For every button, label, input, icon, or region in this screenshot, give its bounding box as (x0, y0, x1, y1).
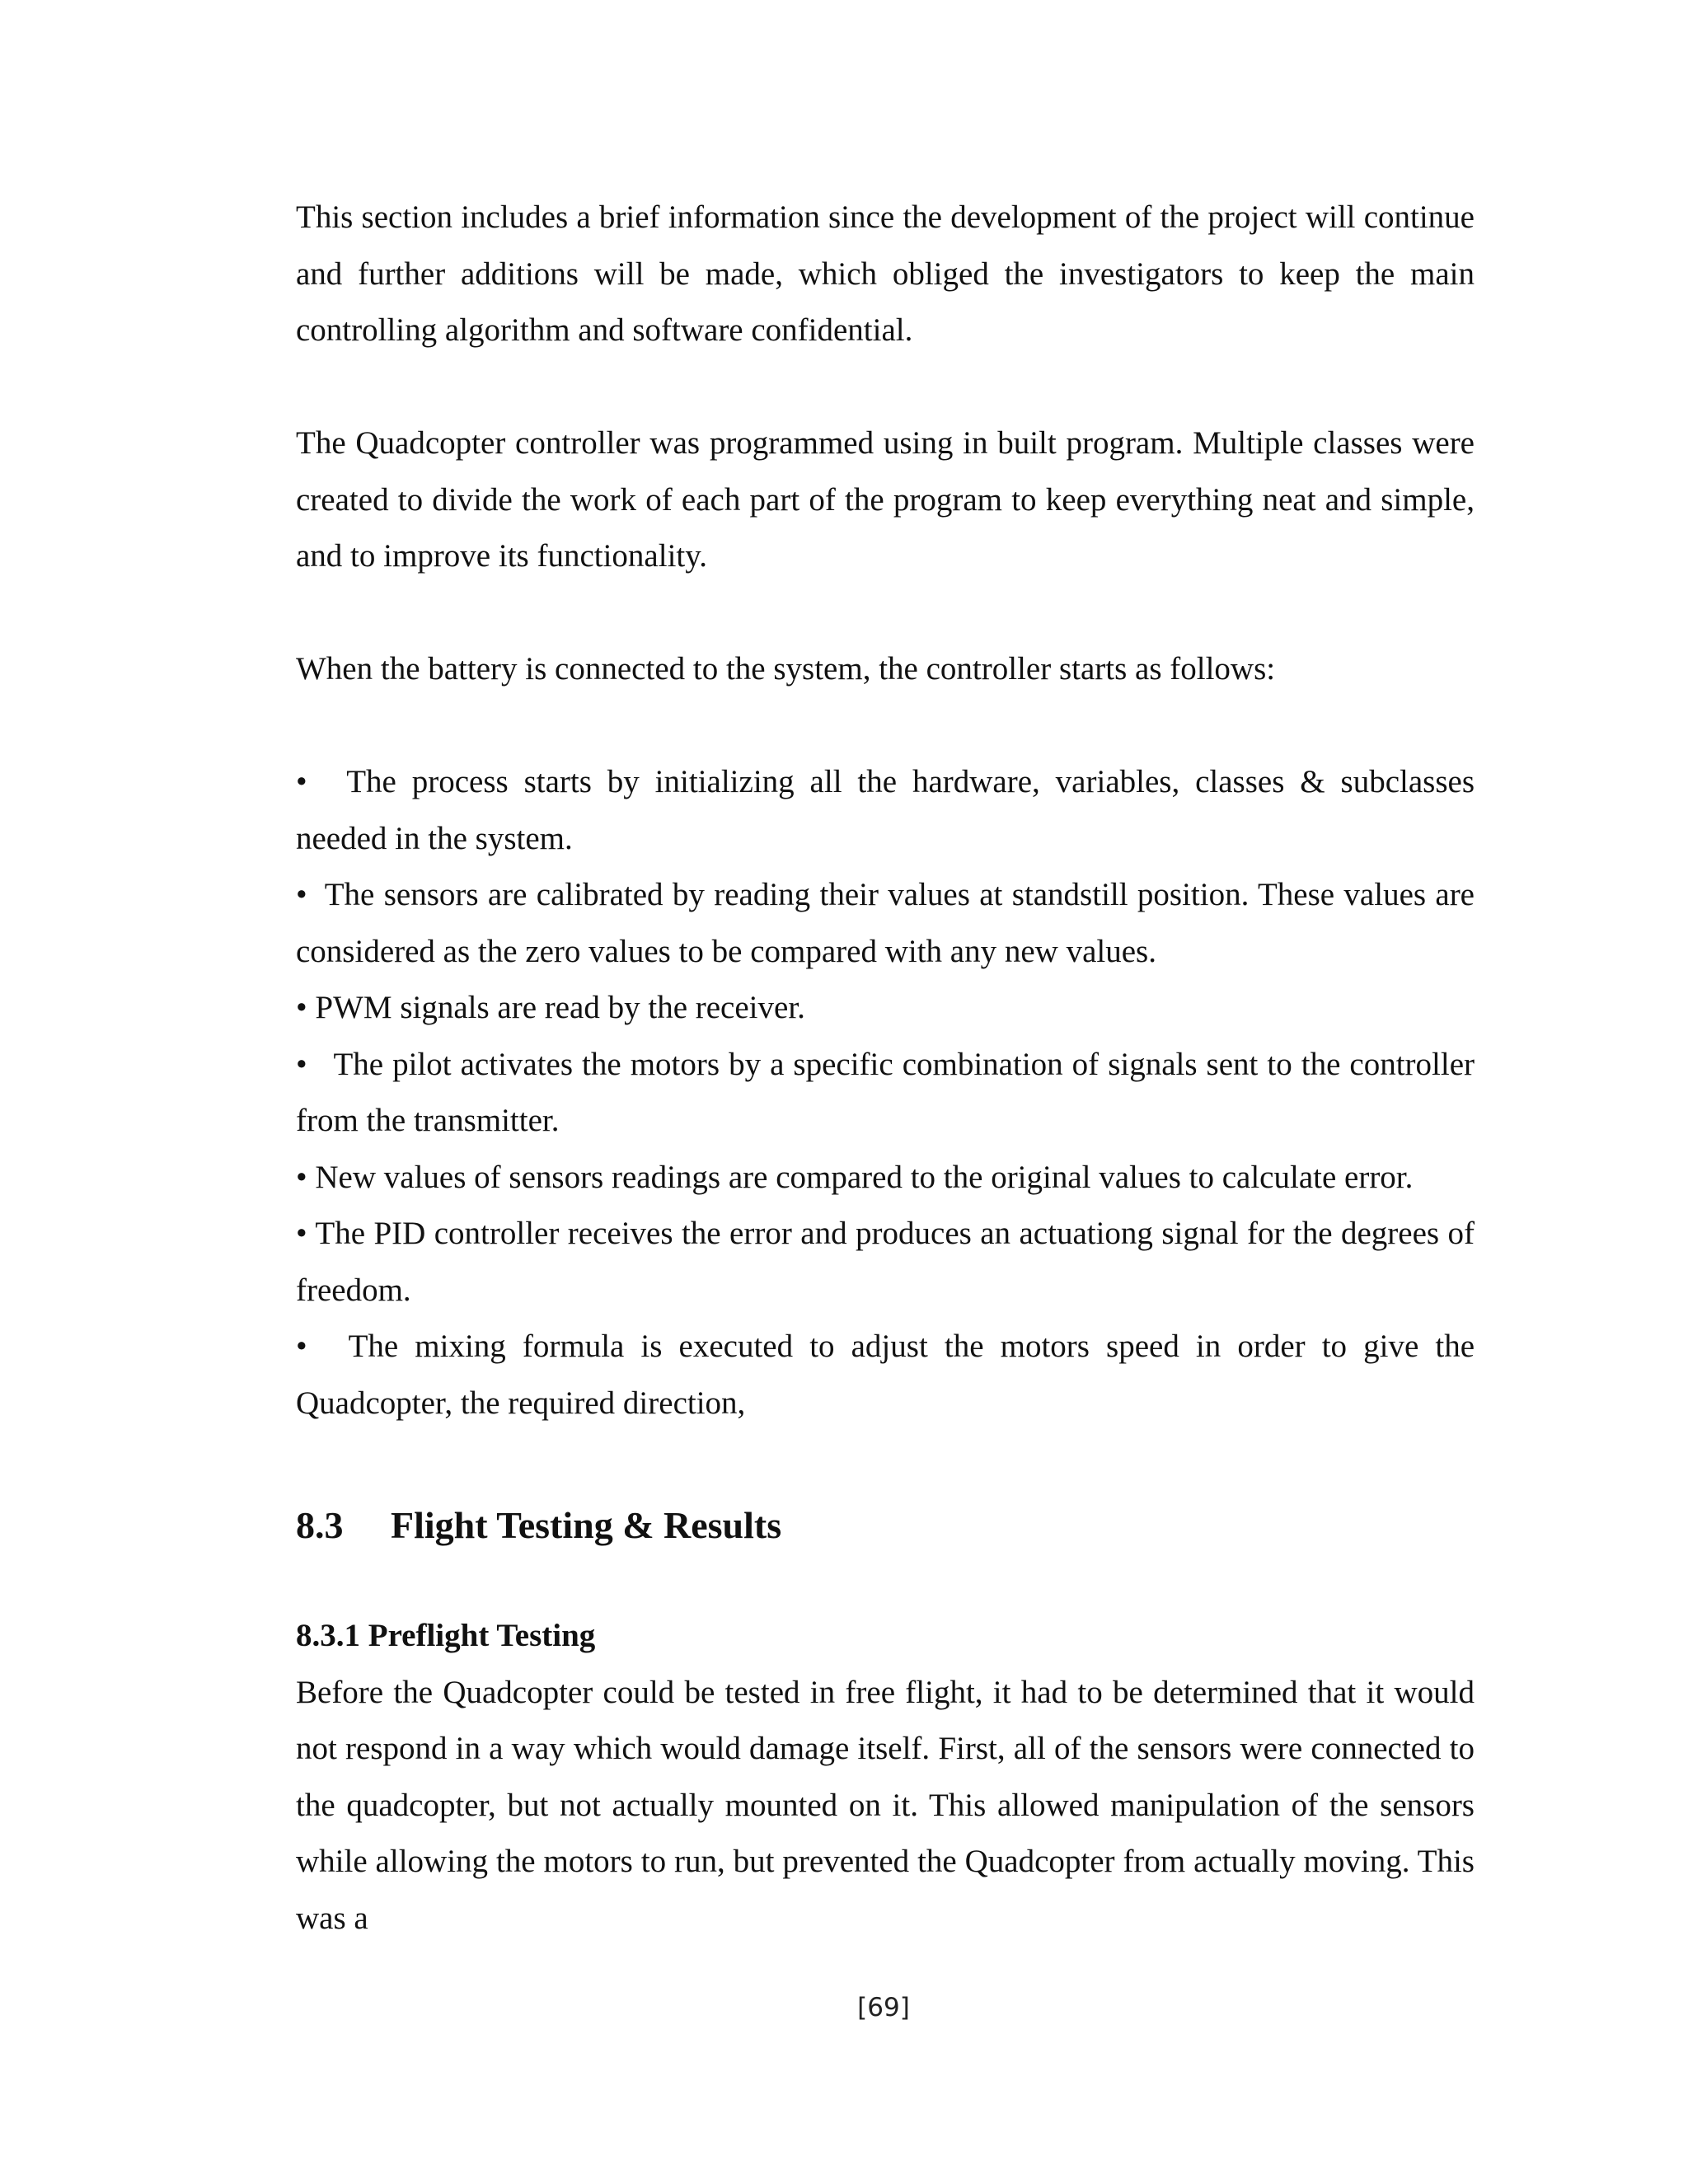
subsection-heading: 8.3.1 Preflight Testing (296, 1618, 596, 1653)
list-item (296, 1150, 1475, 1207)
list-item-text: The mixing formula is executed to adjust the motors speed in order to give the Quadcopter, the required direction, (296, 1329, 1475, 1421)
list-item-text: The pilot activates the motors by a specific combination of signals sent to the controller from the transmitter. (296, 1046, 1475, 1138)
bullet-icon: • (296, 1159, 307, 1195)
bullet-icon: • (296, 990, 307, 1025)
list-item-text: New values of sensors readings are compared to the original values to calculate error. (315, 1159, 1414, 1195)
spacer (296, 585, 1475, 642)
list-item (296, 980, 1475, 1037)
list-item-text: The sensors are calibrated by reading their values at standstill position. These values are considered as the zero values to be compared with any new values. (296, 877, 1475, 969)
spacer (296, 1558, 1475, 1608)
section-title: Flight Testing & Results (391, 1504, 782, 1546)
page-body (296, 190, 1475, 1947)
battery-paragraph: When the battery is connected to the system, the controller starts as follows: (296, 651, 1276, 687)
startup-steps-list (296, 754, 1475, 1432)
list-item (296, 754, 1475, 867)
bullet-icon: • (296, 764, 307, 799)
spacer (296, 1432, 1475, 1493)
page-number: [69] (857, 1993, 910, 2022)
list-item-text: PWM signals are read by the receiver. (315, 990, 805, 1025)
bullet-icon: • (296, 1329, 307, 1364)
list-item-text: The process starts by initializing all the hardware, variables, classes & subclasses needed in the system. (296, 764, 1475, 856)
preflight-paragraph: Before the Quadcopter could be tested in free flight, it had to be determined that it would not respond in a way which would damage itself. First, all of the sensors were connected to the quadcopter, but not actually mounted on it. This allowed manipulation of the sensors while allowing the motors to run, but prevented the Quadcopter from actually moving. This was a (296, 1674, 1475, 1936)
bullet-icon: • (296, 877, 307, 912)
intro-paragraph: This section includes a brief information since the development of the project will continue and further additions will be made, which obliged the investigators to keep the main controlling algorithm and software confidential. (296, 199, 1475, 348)
section-number: 8.3 (296, 1504, 344, 1546)
list-item (296, 1037, 1475, 1150)
list-item (296, 867, 1475, 980)
spacer (296, 359, 1475, 416)
list-item-text: The PID controller receives the error and produces an actuationg signal for the degrees of freedom. (296, 1216, 1475, 1308)
spacer (296, 698, 1475, 755)
section-heading (296, 1493, 1475, 1558)
bullet-icon: • (296, 1216, 307, 1251)
list-item (296, 1319, 1475, 1432)
controller-paragraph: The Quadcopter controller was programmed using in built program. Multiple classes were created to divide the work of each part of the program to keep everything neat and simple, and to improve its functionality. (296, 425, 1475, 574)
bullet-icon: • (296, 1046, 307, 1082)
list-item (296, 1206, 1475, 1319)
